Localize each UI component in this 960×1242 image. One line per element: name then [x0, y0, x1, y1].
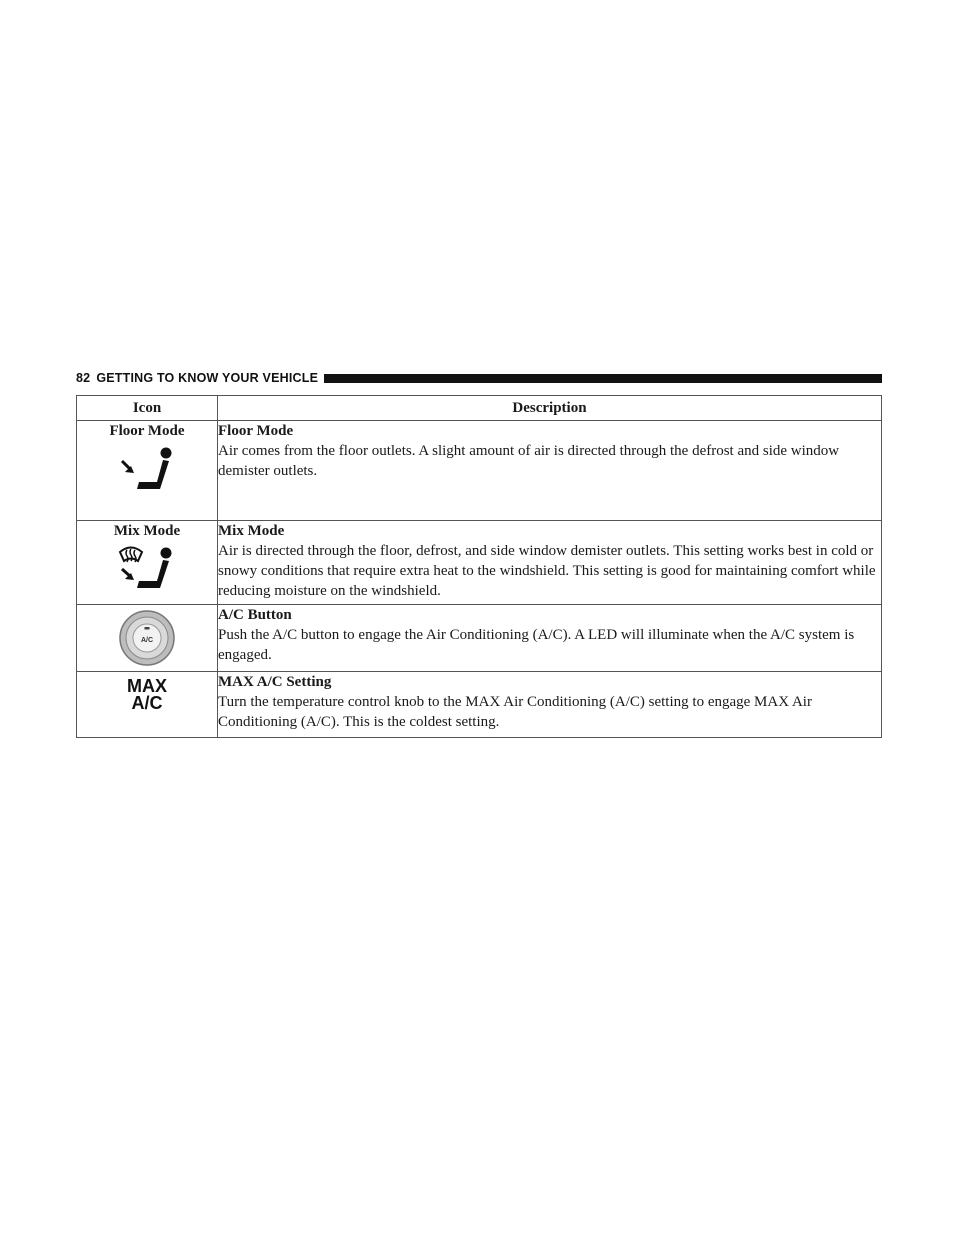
description-title: A/C Button: [218, 607, 292, 623]
description-text: Air comes from the floor outlets. A slight amount of air is directed through the defrost and side window demister outlets.: [218, 443, 840, 479]
icon-label: Mix Mode: [113, 523, 181, 539]
description-cell: [218, 672, 882, 738]
description-text: Push the A/C button to engage the Air Conditioning (A/C). A LED will illuminate when the A/C system is engaged.: [218, 627, 855, 663]
table-row: [77, 605, 882, 672]
page-header: [76, 370, 882, 386]
column-header-description: Description: [218, 396, 882, 421]
table-row: [77, 672, 882, 738]
table-row: [77, 521, 882, 605]
climate-icon-table: [76, 395, 882, 738]
icon-cell: [77, 605, 218, 672]
description-cell: [218, 605, 882, 672]
mix-mode-icon: [117, 544, 177, 594]
description-title: Floor Mode: [218, 423, 294, 439]
table-header-row: [77, 396, 882, 421]
page-number: 82: [76, 371, 91, 385]
max-ac-icon-line1: MAX: [127, 676, 167, 696]
section-title: GETTING TO KNOW YOUR VEHICLE: [96, 371, 319, 385]
description-text: Turn the temperature control knob to the MAX Air Conditioning (A/C) setting to engage MAX Air Conditioning (A/C). This is the coldest setting.: [218, 694, 812, 730]
icon-label: Floor Mode: [109, 423, 185, 439]
max-ac-icon: [77, 678, 217, 712]
icon-cell: [77, 521, 218, 605]
description-text: Air is directed through the floor, defrost, and side window demister outlets. This setting works best in cold or snowy conditions that require extra heat to the windshield. This setting is good for maintaining comfort while reducing moisture on the windshield.: [218, 543, 876, 599]
description-cell: [218, 521, 882, 605]
floor-mode-icon: [117, 446, 177, 496]
table-row: [77, 421, 882, 521]
icon-cell: [77, 672, 218, 738]
max-ac-icon-line2: A/C: [131, 693, 163, 713]
ac-button-icon-text: A/C: [140, 637, 154, 644]
icon-cell: [77, 421, 218, 521]
description-title: Mix Mode: [218, 523, 285, 539]
header-rule: [324, 374, 882, 383]
ac-button-icon: [118, 609, 176, 667]
column-header-icon: Icon: [77, 396, 218, 421]
description-title: MAX A/C Setting: [218, 674, 332, 690]
description-cell: [218, 421, 882, 521]
